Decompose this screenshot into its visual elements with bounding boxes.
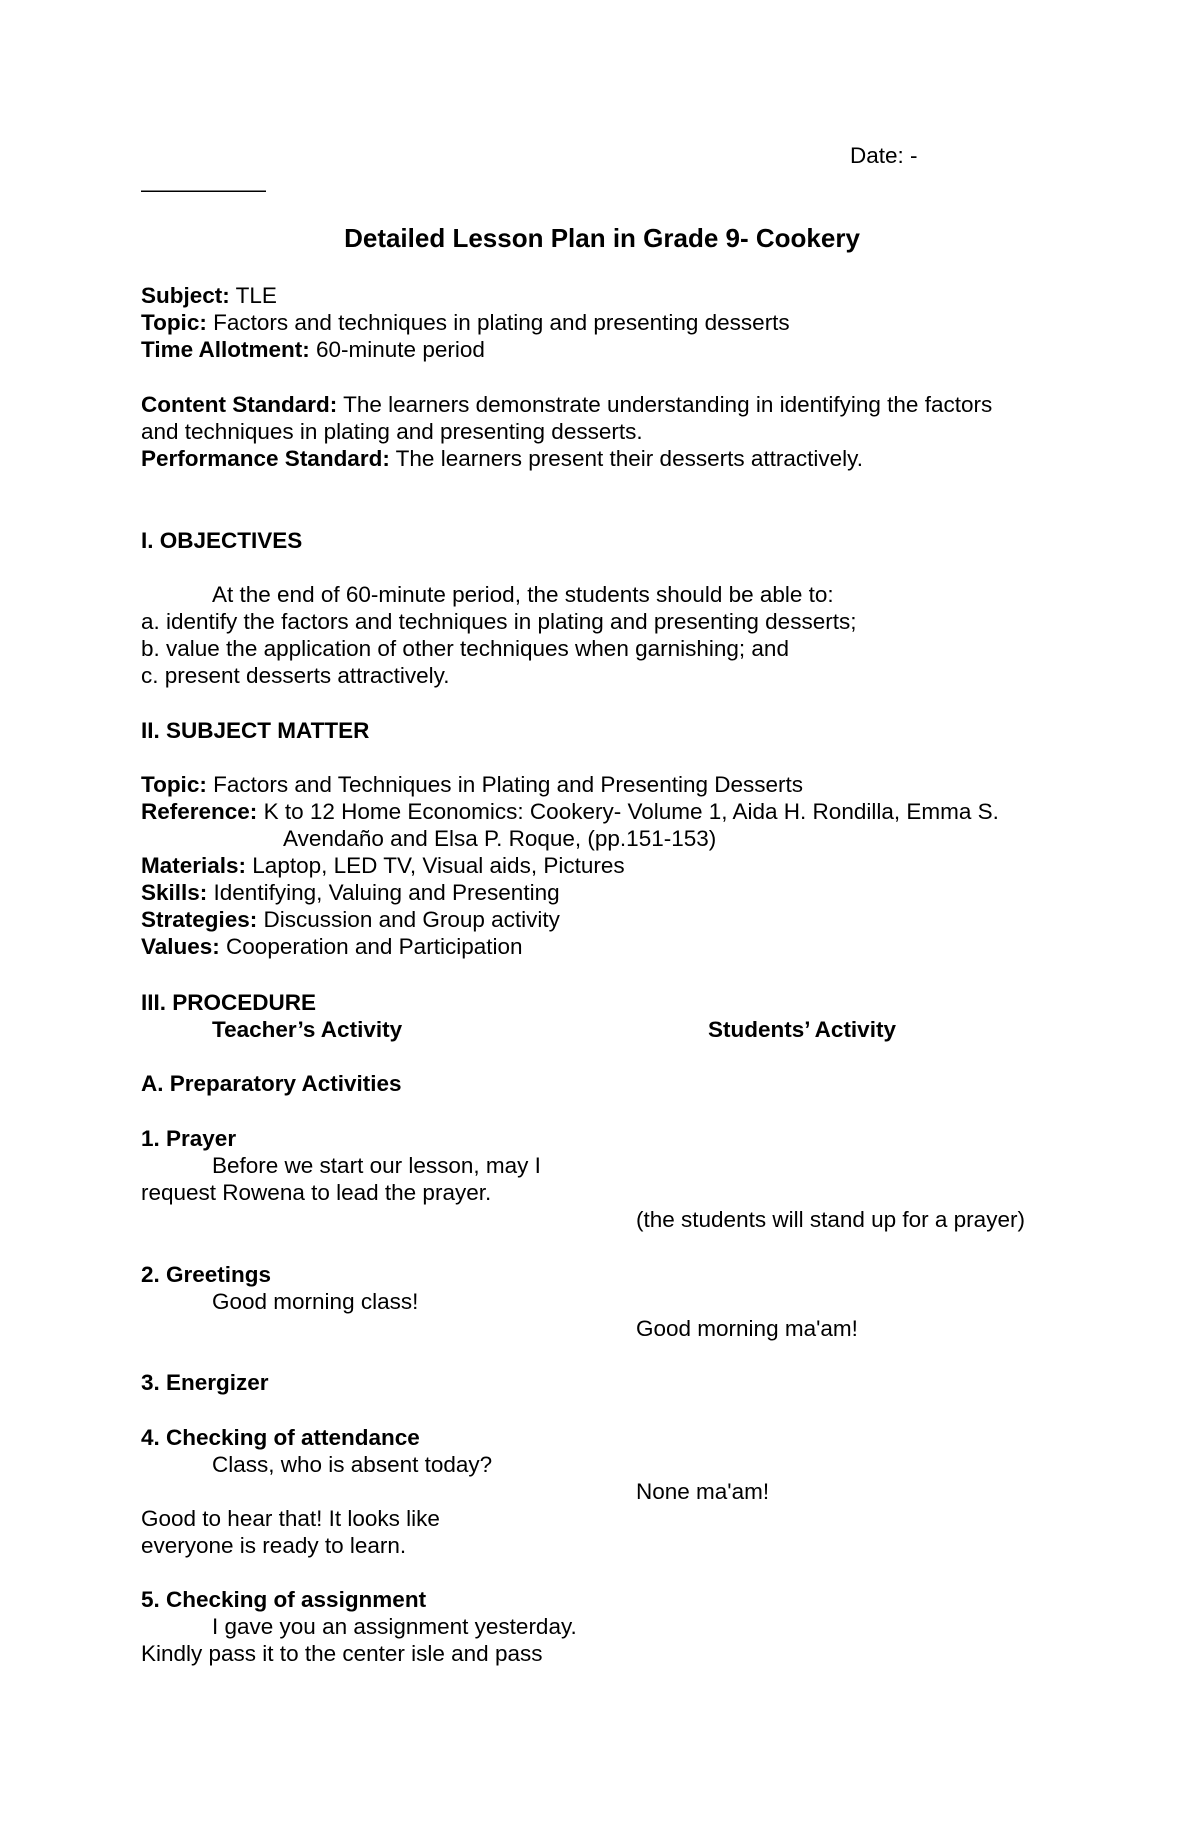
document-title-text: Detailed Lesson Plan in Grade 9- Cookery [344, 223, 860, 253]
sm-reference-value: K to 12 Home Economics: Cookery- Volume 1, Aida H. Rondilla, Emma S. [257, 799, 999, 824]
sm-strategies-value: Discussion and Group activity [257, 907, 560, 932]
content-standard-line2: and techniques in plating and presenting desserts. [141, 419, 643, 444]
sm-reference-line1 [141, 798, 1061, 825]
subject-matter-body [141, 771, 1061, 960]
sm-strategies-label: Strategies: [141, 907, 258, 932]
time-allotment-value: 60-minute period [309, 337, 485, 362]
sm-topic-line [141, 771, 1061, 798]
subject-line [141, 282, 1061, 309]
sm-materials-label: Materials: [141, 853, 247, 878]
content-standard-label: Content Standard: [141, 392, 338, 417]
objective-item-b: b. value the application of other techniques when garnishing; and [141, 636, 789, 661]
performance-standard-line [141, 445, 1061, 472]
greetings-student-response: Good morning ma'am! [636, 1316, 858, 1341]
preparatory-activities-heading: A. Preparatory Activities [141, 1071, 402, 1096]
sm-reference-line2: Avendaño and Elsa P. Roque, (pp.151-153) [283, 826, 717, 851]
standards-section [141, 391, 1061, 472]
greetings-teacher-line: Good morning class! [212, 1289, 419, 1314]
document-title [0, 225, 1200, 252]
subject-matter-section [141, 717, 1061, 744]
sm-skills-label: Skills: [141, 880, 208, 905]
topic-line [141, 309, 1061, 336]
attendance-heading: 4. Checking of attendance [141, 1425, 420, 1450]
assignment-teacher-line2: Kindly pass it to the center isle and pass [141, 1641, 543, 1666]
objectives-body [141, 581, 1061, 689]
prayer-teacher-line1: Before we start our lesson, may I [212, 1153, 541, 1178]
topic-label: Topic: [141, 310, 207, 335]
prayer-student-response: (the students will stand up for a prayer) [636, 1207, 1025, 1232]
sm-reference-label: Reference: [141, 799, 258, 824]
assignment-teacher-line1: I gave you an assignment yesterday. [212, 1614, 577, 1639]
sm-values-value: Cooperation and Participation [219, 934, 523, 959]
students-activity-column-heading: Students’ Activity [708, 1017, 896, 1042]
topic-value: Factors and techniques in plating and presenting desserts [206, 310, 790, 335]
time-allotment-line [141, 336, 1061, 363]
sm-values-label: Values: [141, 934, 220, 959]
objective-item-c: c. present desserts attractively. [141, 663, 450, 688]
objectives-heading: I. OBJECTIVES [141, 528, 303, 553]
sm-values-line [141, 933, 1061, 960]
greetings-heading: 2. Greetings [141, 1262, 272, 1287]
info-section [141, 282, 1061, 363]
assignment-heading: 5. Checking of assignment [141, 1587, 427, 1612]
objectives-intro: At the end of 60-minute period, the students should be able to: [212, 582, 834, 607]
sm-materials-value: Laptop, LED TV, Visual aids, Pictures [246, 853, 625, 878]
attendance-teacher-line1: Class, who is absent today? [212, 1452, 493, 1477]
attendance-teacher-line2: Good to hear that! It looks like [141, 1506, 440, 1531]
sm-topic-value: Factors and Techniques in Plating and Presenting Desserts [206, 772, 804, 797]
procedure-heading: III. PROCEDURE [141, 990, 317, 1015]
objectives-section [141, 527, 1061, 554]
teacher-activity-column-heading: Teacher’s Activity [212, 1017, 403, 1042]
prayer-teacher-line2: request Rowena to lead the prayer. [141, 1180, 492, 1205]
sm-topic-label: Topic: [141, 772, 207, 797]
prayer-heading: 1. Prayer [141, 1126, 237, 1151]
subject-label: Subject: [141, 283, 230, 308]
performance-standard-value: The learners present their desserts attractively. [389, 446, 863, 471]
date-line: —————– [141, 177, 267, 202]
sm-strategies-line [141, 906, 1061, 933]
subject-matter-heading: II. SUBJECT MATTER [141, 718, 370, 743]
attendance-student-response: None ma'am! [636, 1479, 770, 1504]
time-allotment-label: Time Allotment: [141, 337, 310, 362]
sm-skills-value: Identifying, Valuing and Presenting [207, 880, 560, 905]
objective-item-a: a. identify the factors and techniques in plating and presenting desserts; [141, 609, 857, 634]
subject-value: TLE [229, 283, 277, 308]
sm-skills-line [141, 879, 1061, 906]
date-label: Date: - [850, 143, 918, 168]
content-standard-line1 [141, 391, 1061, 418]
sm-materials-line [141, 852, 1061, 879]
energizer-heading: 3. Energizer [141, 1370, 269, 1395]
attendance-teacher-line3: everyone is ready to learn. [141, 1533, 407, 1558]
content-standard-value: The learners demonstrate understanding in identifying the factors [337, 392, 993, 417]
performance-standard-label: Performance Standard: [141, 446, 390, 471]
